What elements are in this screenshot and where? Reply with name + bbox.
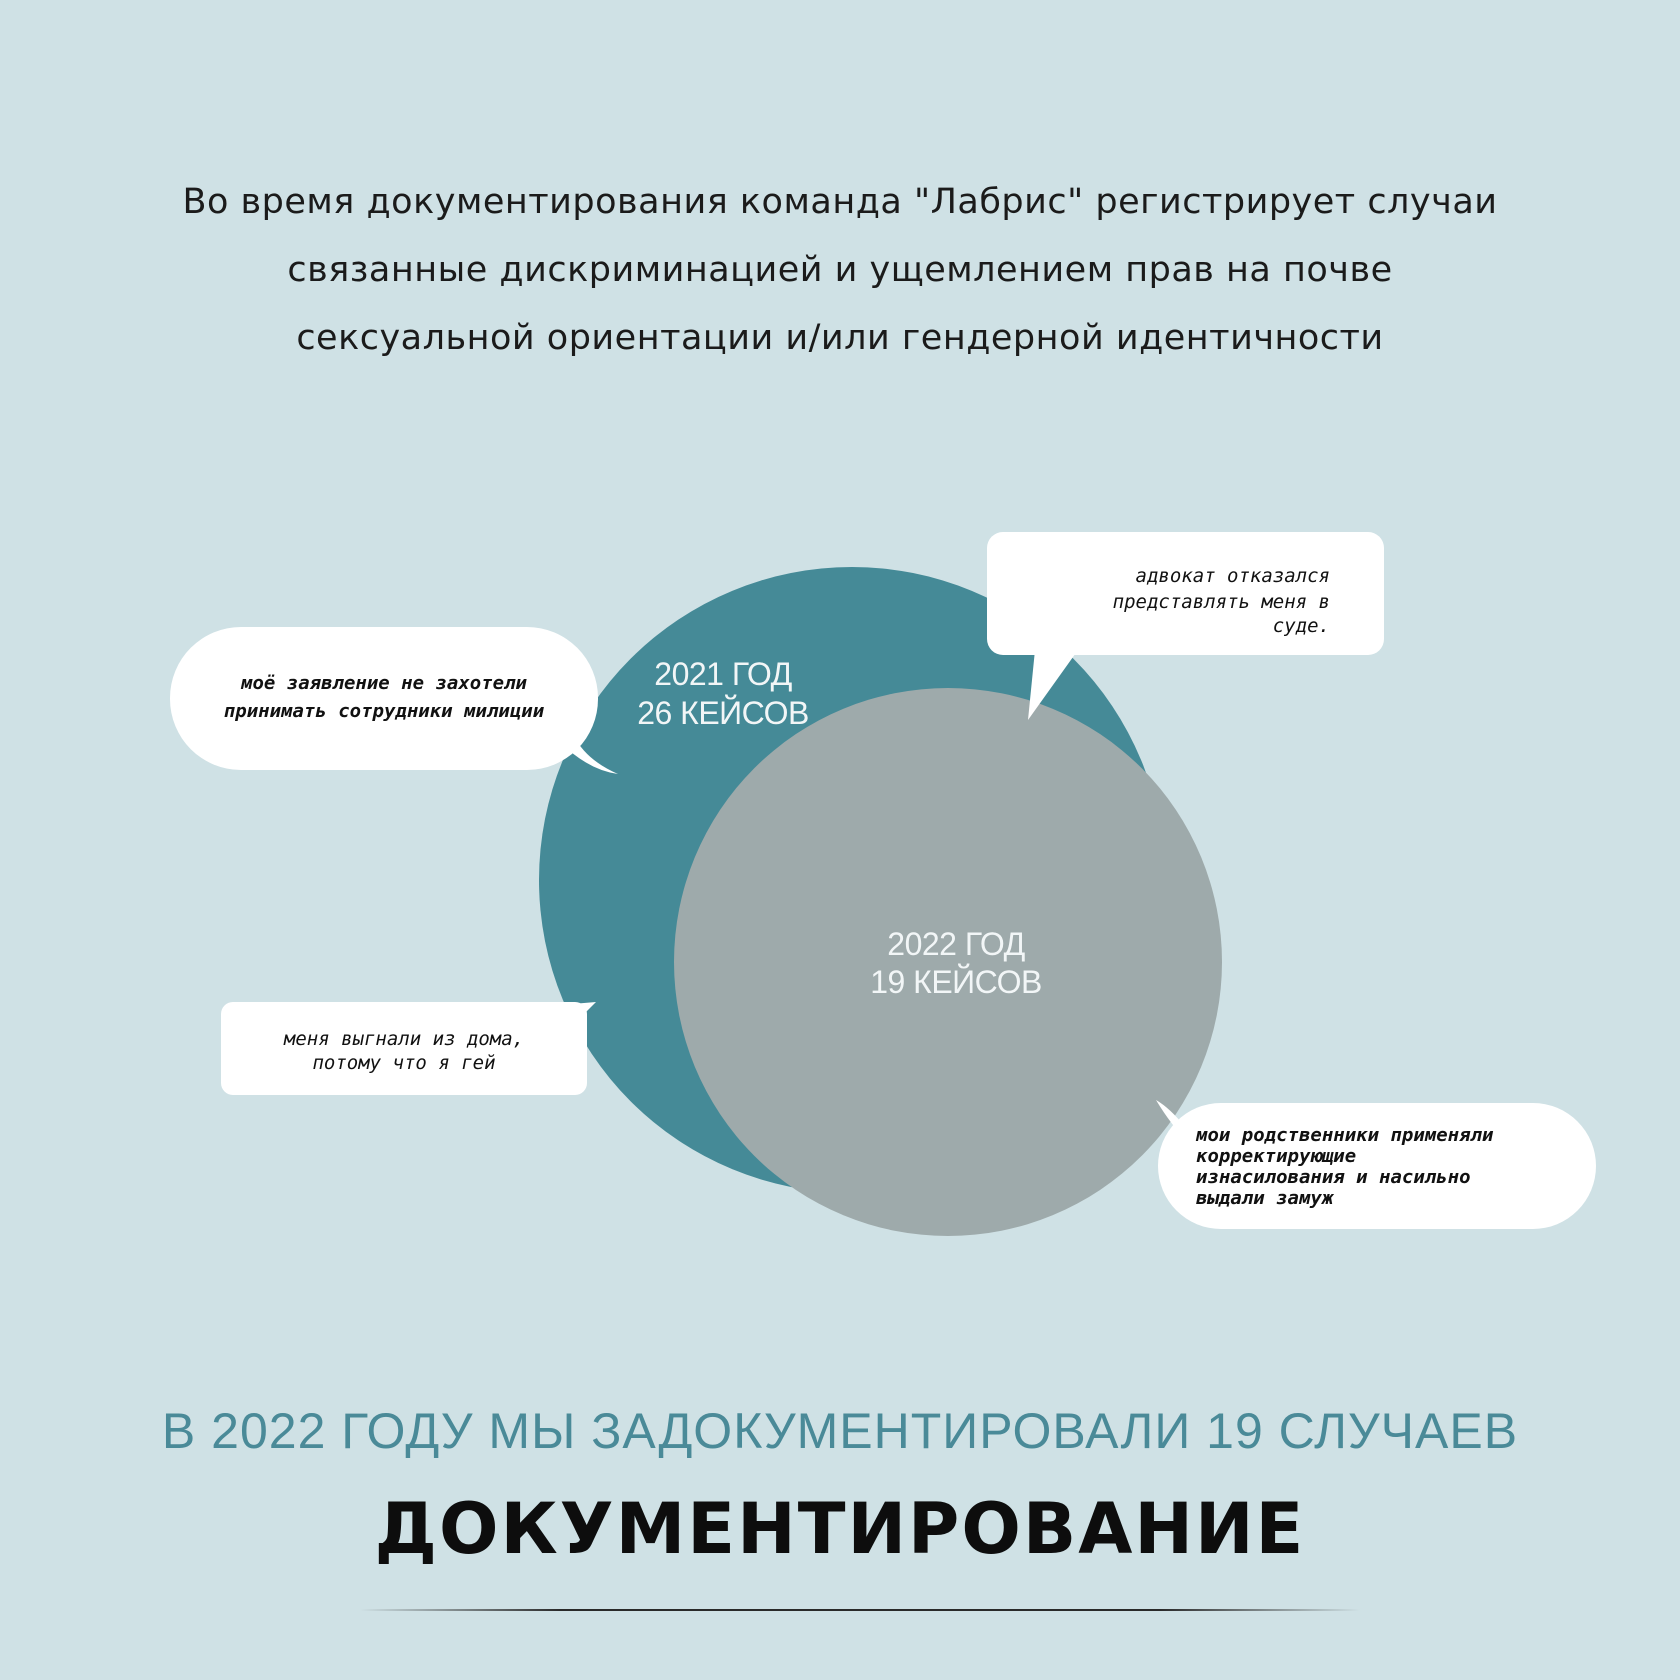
intro-line: связанные дискриминацией и ущемлением прав на почве [287,250,1393,290]
quote-bubble-home [221,1002,596,1095]
quote-police-line2: принимать сотрудники милиции [223,700,545,722]
quote-relatives-line2: корректирующие [1196,1145,1357,1167]
intro-line: сексуальной ориентации и/или гендерной идентичности [296,318,1384,358]
quote-lawyer-line2: представлять меня в [1112,591,1330,613]
page-title: ДОКУМЕНТИРОВАНИЕ [374,1488,1306,1570]
quote-relatives-line4: выдали замуж [1196,1187,1334,1209]
quote-home-line1: меня выгнали из дома, [283,1028,525,1050]
quote-home-line2: потому что я гей [312,1052,496,1074]
subtitle: В 2022 ГОДУ МЫ ЗАДОКУМЕНТИРОВАЛИ 19 СЛУЧАЕВ [161,1403,1519,1459]
circle-2022-year-label: 2022 ГОД [887,926,1025,962]
quote-relatives-line3: изнасилования и насильно [1196,1166,1471,1188]
quote-bubble-relatives [1156,1100,1596,1229]
quote-lawyer-line3: суде. [1272,615,1330,637]
quote-police-line1: моё заявление не захотели [241,672,527,694]
title-divider [360,1609,1360,1611]
circle-2021-year-label: 2021 ГОД [654,656,792,692]
circle-2021-cases-label: 26 КЕЙСОВ [637,695,809,731]
intro-line: Во время документирования команда "Лабрис" регистрирует случаи [182,182,1498,222]
quote-relatives-line1: мои родственники применяли [1196,1124,1494,1146]
quote-bubble-police [170,627,618,774]
quote-bubble-lawyer [987,532,1384,720]
quote-lawyer-line1: адвокат отказался [1135,565,1330,587]
circle-2022-cases-label: 19 КЕЙСОВ [870,964,1042,1000]
circle-2022 [674,688,1222,1236]
